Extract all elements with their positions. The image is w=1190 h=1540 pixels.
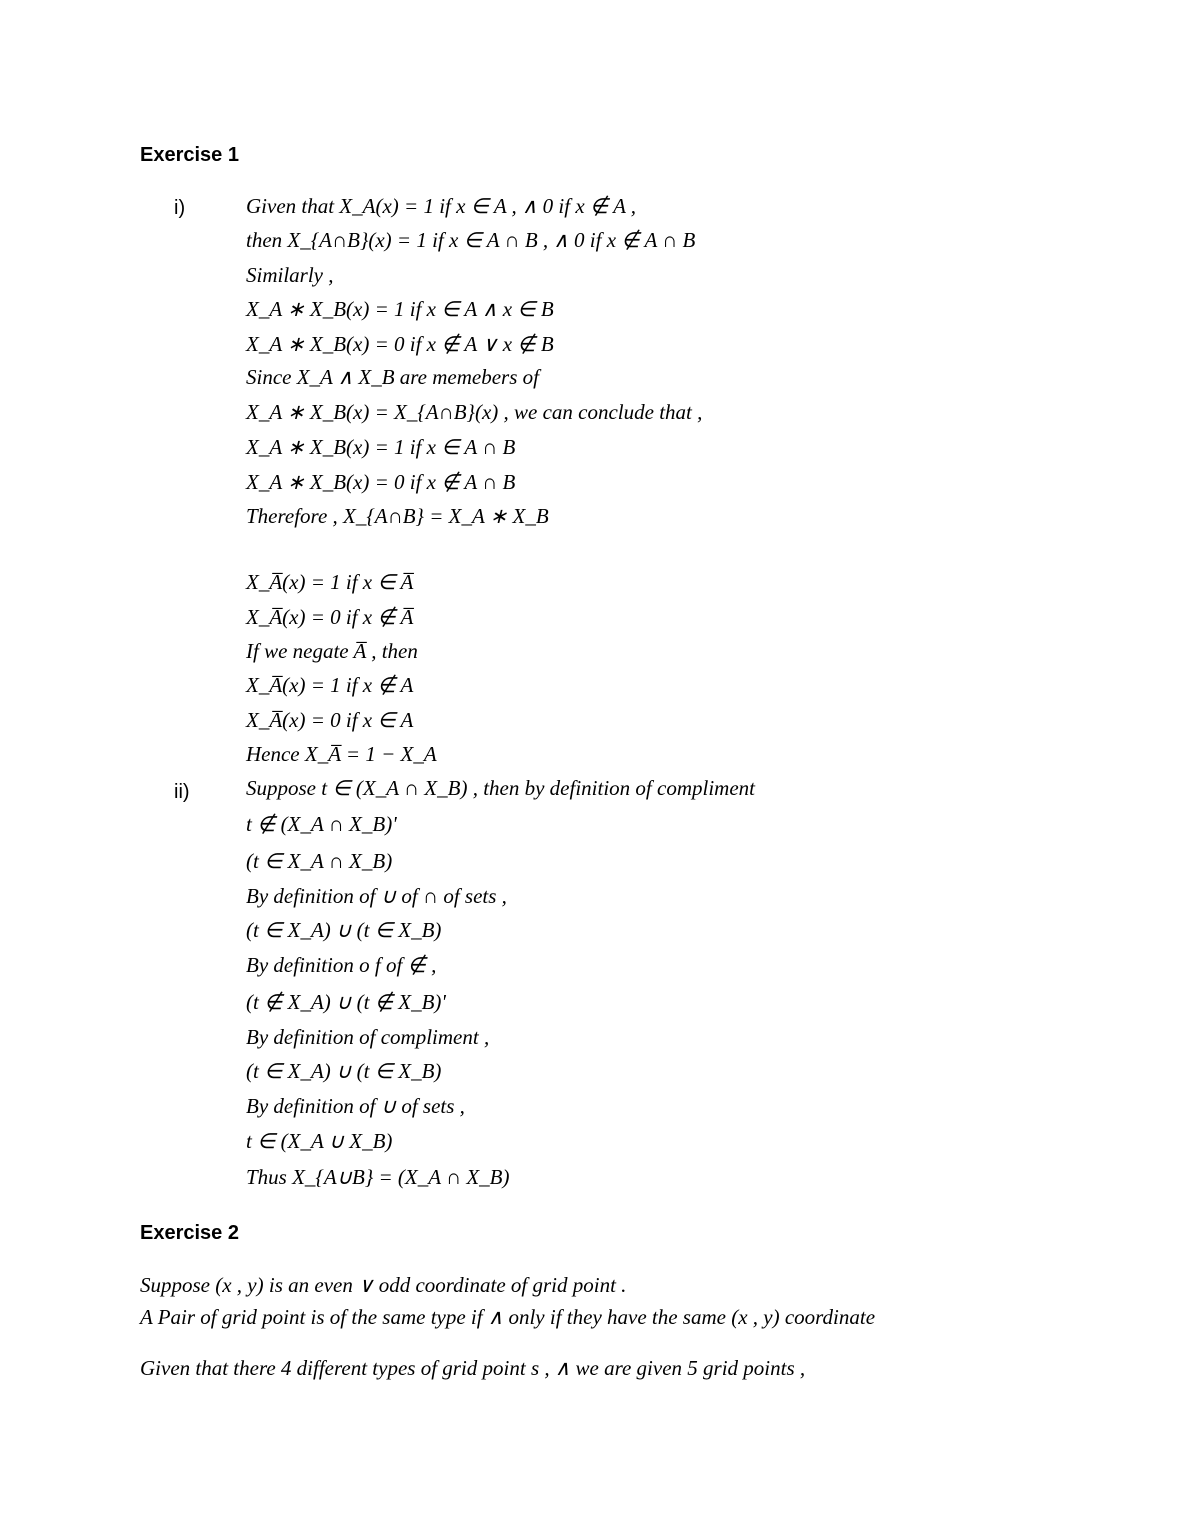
exercise-2-paragraph: A Pair of grid point is of the same type if ∧ only if they have the same (x , y) coordinate (140, 1305, 876, 1329)
equation-line: X_A ∗ X_B(x) = X_{A∩B}(x) , we can conclude that , (246, 400, 703, 424)
equation-line: X_A ∗ X_B(x) = 0 if x ∉ A ∨ x ∉ B (246, 332, 554, 356)
equation-line: X_A̅(x) = 0 if x ∈ A (246, 708, 414, 732)
equation-line: (t ∈ X_A) ∪ (t ∈ X_B) (246, 1059, 442, 1083)
equation-line: Suppose t ∈ (X_A ∩ X_B) , then by definition of compliment (246, 776, 755, 800)
equation-line: By definition of compliment , (246, 1025, 490, 1049)
equation-line: If we negate A̅ , then (246, 639, 418, 663)
equation-line: (t ∉ X_A) ∪ (t ∉ X_B)' (246, 990, 446, 1014)
equation-line: X_A̅(x) = 1 if x ∈ A̅ (246, 570, 414, 594)
equation-line: By definition of ∪ of sets , (246, 1094, 465, 1118)
equation-line: Therefore , X_{A∩B} = X_A ∗ X_B (246, 504, 549, 528)
equation-line: Given that X_A(x) = 1 if x ∈ A , ∧ 0 if x ∉ A , (246, 194, 637, 218)
part-i-label: i) (174, 197, 186, 219)
equation-line: By definition of ∪ of ∩ of sets , (246, 884, 507, 908)
equation-line: X_A̅(x) = 0 if x ∉ A̅ (246, 605, 414, 629)
exercise-2-paragraph: Suppose (x , y) is an even ∨ odd coordinate of grid point . (140, 1273, 627, 1297)
equation-line: Thus X_{A∪B} = (X_A ∩ X_B) (246, 1165, 510, 1189)
equation-line: then X_{A∩B}(x) = 1 if x ∈ A ∩ B , ∧ 0 if x ∉ A ∩ B (246, 228, 696, 252)
equation-line: By definition o f of ∉ , (246, 953, 437, 977)
equation-line: (t ∈ X_A) ∪ (t ∈ X_B) (246, 918, 442, 942)
equation-line: Similarly , (246, 263, 334, 287)
exercise-2-heading: Exercise 2 (140, 1222, 239, 1244)
equation-line: t ∉ (X_A ∩ X_B)' (246, 812, 397, 836)
equation-line: X_A̅(x) = 1 if x ∉ A (246, 673, 414, 697)
equation-line: X_A ∗ X_B(x) = 1 if x ∈ A ∧ x ∈ B (246, 297, 554, 321)
equation-line: Hence X_A̅ = 1 − X_A (246, 742, 437, 766)
equation-line: t ∈ (X_A ∪ X_B) (246, 1129, 393, 1153)
equation-line: (t ∈ X_A ∩ X_B) (246, 849, 393, 873)
exercise-2-paragraph: Given that there 4 different types of grid point s , ∧ we are given 5 grid points , (140, 1356, 806, 1380)
exercise-1-heading: Exercise 1 (140, 144, 239, 166)
part-ii-label: ii) (174, 781, 190, 803)
equation-line: X_A ∗ X_B(x) = 1 if x ∈ A ∩ B (246, 435, 516, 459)
equation-line: X_A ∗ X_B(x) = 0 if x ∉ A ∩ B (246, 470, 516, 494)
equation-line: Since X_A ∧ X_B are memebers of (246, 365, 539, 389)
